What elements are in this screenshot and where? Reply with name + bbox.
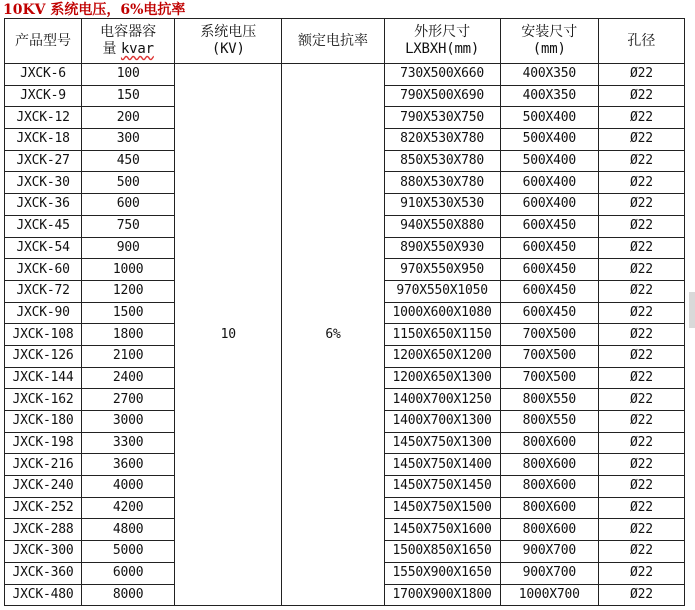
cell-model: JXCK-12	[5, 107, 82, 129]
cell-dimensions: 1550X900X1650	[384, 562, 500, 584]
cell-install: 900X700	[500, 562, 598, 584]
cell-model: JXCK-9	[5, 85, 82, 107]
cell-install: 600X400	[500, 194, 598, 216]
cell-capacity: 1200	[82, 280, 175, 302]
header-model: 产品型号	[5, 19, 82, 64]
cell-install: 800X550	[500, 411, 598, 433]
cell-capacity: 3600	[82, 454, 175, 476]
cell-hole: Ø22	[598, 150, 684, 172]
scroll-indicator[interactable]	[689, 292, 695, 328]
cell-install: 900X700	[500, 541, 598, 563]
cell-install: 800X550	[500, 389, 598, 411]
cell-hole: Ø22	[598, 389, 684, 411]
cell-capacity: 300	[82, 129, 175, 151]
cell-install: 700X500	[500, 324, 598, 346]
cell-hole: Ø22	[598, 541, 684, 563]
cell-dimensions: 730X500X660	[384, 64, 500, 86]
cell-capacity: 2700	[82, 389, 175, 411]
cell-capacity: 1000	[82, 259, 175, 281]
cell-dimensions: 1000X600X1080	[384, 302, 500, 324]
cell-model: JXCK-240	[5, 476, 82, 498]
cell-capacity: 750	[82, 215, 175, 237]
cell-capacity: 450	[82, 150, 175, 172]
cell-capacity: 4800	[82, 519, 175, 541]
cell-capacity: 4000	[82, 476, 175, 498]
cell-install: 700X500	[500, 345, 598, 367]
cell-model: JXCK-198	[5, 432, 82, 454]
cell-hole: Ø22	[598, 64, 684, 86]
cell-hole: Ø22	[598, 215, 684, 237]
cell-hole: Ø22	[598, 280, 684, 302]
cell-capacity: 2100	[82, 345, 175, 367]
cell-dimensions: 790X530X750	[384, 107, 500, 129]
cell-dimensions: 1450X750X1300	[384, 432, 500, 454]
cell-install: 800X600	[500, 497, 598, 519]
table-body	[5, 64, 685, 606]
capacity-unit: kvar	[120, 41, 154, 57]
cell-model: JXCK-180	[5, 411, 82, 433]
cell-install: 600X450	[500, 259, 598, 281]
cell-capacity: 3000	[82, 411, 175, 433]
cell-capacity: 600	[82, 194, 175, 216]
cell-hole: Ø22	[598, 411, 684, 433]
cell-capacity: 100	[82, 64, 175, 86]
cell-hole: Ø22	[598, 584, 684, 606]
cell-hole: Ø22	[598, 259, 684, 281]
header-dimensions: 外形尺寸 LXBXH(mm)	[384, 19, 500, 64]
cell-dimensions: 1150X650X1150	[384, 324, 500, 346]
cell-install: 800X600	[500, 476, 598, 498]
cell-model: JXCK-108	[5, 324, 82, 346]
cell-dimensions: 1500X850X1650	[384, 541, 500, 563]
cell-model: JXCK-162	[5, 389, 82, 411]
cell-dimensions: 850X530X780	[384, 150, 500, 172]
header-hole: 孔径	[598, 19, 684, 64]
cell-install: 800X600	[500, 432, 598, 454]
cell-model: JXCK-360	[5, 562, 82, 584]
header-row	[5, 19, 685, 64]
cell-hole: Ø22	[598, 454, 684, 476]
cell-capacity: 8000	[82, 584, 175, 606]
cell-hole: Ø22	[598, 85, 684, 107]
cell-hole: Ø22	[598, 302, 684, 324]
cell-capacity: 5000	[82, 541, 175, 563]
cell-capacity: 1500	[82, 302, 175, 324]
cell-dimensions: 1200X650X1200	[384, 345, 500, 367]
cell-model: JXCK-144	[5, 367, 82, 389]
cell-hole: Ø22	[598, 107, 684, 129]
cell-dimensions: 1400X700X1250	[384, 389, 500, 411]
cell-model: JXCK-45	[5, 215, 82, 237]
cell-model: JXCK-18	[5, 129, 82, 151]
cell-model: JXCK-90	[5, 302, 82, 324]
cell-dimensions: 1450X750X1400	[384, 454, 500, 476]
cell-hole: Ø22	[598, 129, 684, 151]
cell-install: 600X450	[500, 237, 598, 259]
cell-dimensions: 970X550X950	[384, 259, 500, 281]
cell-model: JXCK-27	[5, 150, 82, 172]
cell-voltage: 10	[175, 64, 282, 606]
cell-hole: Ø22	[598, 237, 684, 259]
cell-dimensions: 1450X750X1500	[384, 497, 500, 519]
cell-hole: Ø22	[598, 476, 684, 498]
table-row	[5, 64, 685, 86]
cell-install: 400X350	[500, 64, 598, 86]
header-voltage: 系统电压 (KV)	[175, 19, 282, 64]
cell-model: JXCK-30	[5, 172, 82, 194]
cell-capacity: 500	[82, 172, 175, 194]
cell-dimensions: 890X550X930	[384, 237, 500, 259]
cell-model: JXCK-216	[5, 454, 82, 476]
cell-model: JXCK-6	[5, 64, 82, 86]
cell-hole: Ø22	[598, 324, 684, 346]
cell-install: 600X450	[500, 280, 598, 302]
cell-dimensions: 1200X650X1300	[384, 367, 500, 389]
cell-capacity: 4200	[82, 497, 175, 519]
cell-model: JXCK-252	[5, 497, 82, 519]
cell-model: JXCK-126	[5, 345, 82, 367]
cell-capacity: 150	[82, 85, 175, 107]
cell-install: 500X400	[500, 129, 598, 151]
header-install: 安装尺寸 (mm)	[500, 19, 598, 64]
cell-dimensions: 940X550X880	[384, 215, 500, 237]
cell-reactance: 6%	[282, 64, 384, 606]
cell-hole: Ø22	[598, 497, 684, 519]
cell-install: 600X450	[500, 302, 598, 324]
cell-install: 800X600	[500, 454, 598, 476]
cell-hole: Ø22	[598, 172, 684, 194]
cell-model: JXCK-54	[5, 237, 82, 259]
cell-dimensions: 790X500X690	[384, 85, 500, 107]
cell-hole: Ø22	[598, 562, 684, 584]
cell-dimensions: 1700X900X1800	[384, 584, 500, 606]
cell-install: 600X400	[500, 172, 598, 194]
cell-dimensions: 910X530X530	[384, 194, 500, 216]
header-capacity: 电容器容 量 kvar	[82, 19, 175, 64]
cell-dimensions: 1450X750X1450	[384, 476, 500, 498]
cell-hole: Ø22	[598, 367, 684, 389]
header-reactance: 额定电抗率	[282, 19, 384, 64]
cell-install: 600X450	[500, 215, 598, 237]
cell-capacity: 2400	[82, 367, 175, 389]
spec-table	[4, 18, 685, 606]
cell-dimensions: 1450X750X1600	[384, 519, 500, 541]
cell-install: 500X400	[500, 107, 598, 129]
cell-hole: Ø22	[598, 194, 684, 216]
cell-dimensions: 1400X700X1300	[384, 411, 500, 433]
table-title: 10KV 系统电压，6%电抗率	[3, 2, 186, 18]
cell-hole: Ø22	[598, 519, 684, 541]
cell-model: JXCK-288	[5, 519, 82, 541]
cell-model: JXCK-72	[5, 280, 82, 302]
cell-install: 1000X700	[500, 584, 598, 606]
cell-capacity: 1800	[82, 324, 175, 346]
cell-capacity: 200	[82, 107, 175, 129]
cell-install: 500X400	[500, 150, 598, 172]
cell-install: 700X500	[500, 367, 598, 389]
cell-hole: Ø22	[598, 432, 684, 454]
cell-install: 800X600	[500, 519, 598, 541]
cell-model: JXCK-36	[5, 194, 82, 216]
cell-model: JXCK-300	[5, 541, 82, 563]
cell-hole: Ø22	[598, 345, 684, 367]
cell-model: JXCK-60	[5, 259, 82, 281]
cell-model: JXCK-480	[5, 584, 82, 606]
cell-dimensions: 970X550X1050	[384, 280, 500, 302]
cell-dimensions: 880X530X780	[384, 172, 500, 194]
cell-capacity: 3300	[82, 432, 175, 454]
cell-install: 400X350	[500, 85, 598, 107]
cell-capacity: 900	[82, 237, 175, 259]
cell-dimensions: 820X530X780	[384, 129, 500, 151]
cell-capacity: 6000	[82, 562, 175, 584]
